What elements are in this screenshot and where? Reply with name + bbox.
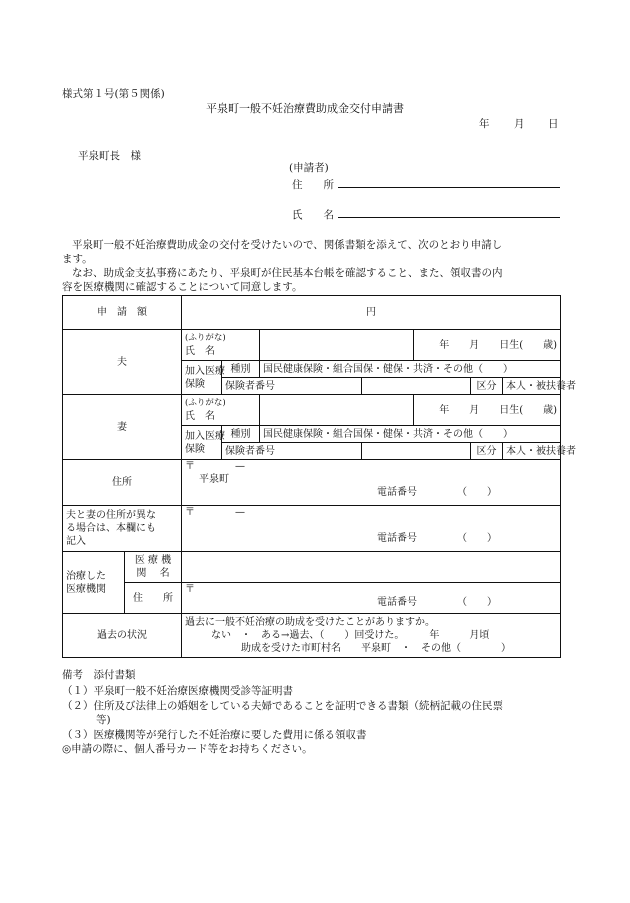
- address-underline: [338, 187, 560, 188]
- date-day-label: 日: [548, 118, 559, 130]
- amount-field[interactable]: [182, 296, 561, 330]
- document-title: 平泉町一般不妊治療費助成金交付申請書: [206, 102, 404, 115]
- address-phone-paren: （ ）: [457, 487, 498, 498]
- address-field[interactable]: [182, 460, 561, 506]
- wife-name-label: 氏 名: [185, 411, 215, 422]
- wife-name-label-cell: [182, 395, 260, 426]
- address-label: 住所: [63, 460, 182, 506]
- husband-category-label: 区分: [471, 378, 503, 395]
- applicant-name-label: 氏 名: [292, 209, 334, 221]
- address-phone-label: 電話番号: [377, 487, 418, 498]
- history-answer[interactable]: ない ・ ある→過去、（ ）回受けた。 年 月頃: [211, 630, 490, 641]
- husband-name-field[interactable]: [260, 330, 414, 361]
- history-field[interactable]: [182, 614, 561, 658]
- intro-line-2: ます。: [62, 253, 93, 265]
- application-table: [62, 295, 576, 658]
- history-label: 過去の状況: [63, 614, 182, 658]
- husband-insured-number-label: 保険者番号: [222, 378, 362, 395]
- institution-address-field[interactable]: [182, 583, 561, 614]
- different-address-postal: 〒 —: [185, 507, 245, 518]
- wife-type-options[interactable]: 国民健康保険・組合国保・健保・共済・その他（ ）: [260, 426, 561, 443]
- history-question: 過去に一般不妊治療の助成を受けたことがありますか。: [185, 617, 435, 628]
- different-address-phone-paren: （ ）: [457, 533, 498, 544]
- notes-item-2: （２）住所及び法律上の婚姻をしている夫婦であることを証明できる書類（続柄記載の住民票: [62, 700, 503, 712]
- husband-name-label: 氏 名: [185, 346, 215, 357]
- notes-item-2-cont: 等): [96, 714, 111, 726]
- husband-type-label: 種別: [222, 361, 260, 378]
- address-town: 平泉町: [199, 474, 229, 485]
- wife-birthdate[interactable]: 年 月 日生( 歳): [414, 395, 561, 426]
- husband-insurance-label: 加入医療 保険: [182, 361, 222, 395]
- institution-label: 治療した 医療機関: [63, 552, 125, 614]
- applicant-address-label: 住 所: [292, 179, 334, 191]
- applicant-heading: (申請者): [289, 162, 329, 174]
- institution-phone-label: 電話番号: [377, 597, 418, 608]
- husband-label: 夫: [63, 330, 182, 395]
- amount-label: 申 請 額: [63, 296, 182, 330]
- wife-category-options[interactable]: 本人・被扶養者: [503, 443, 561, 460]
- intro-line-3: なお、助成金支払事務にあたり、平泉町が住民基本台帳を確認すること、また、領収書の内: [72, 267, 503, 279]
- wife-insured-number-field[interactable]: [362, 443, 471, 460]
- amount-unit: 円: [366, 307, 377, 318]
- intro-line-4: 容を医療機関に確認することについて同意します。: [62, 281, 303, 293]
- history-municipality[interactable]: 助成を受けた市町村名 平泉町 ・ その他（ ）: [241, 643, 511, 654]
- wife-label: 妻: [63, 395, 182, 460]
- husband-birthdate[interactable]: 年 月 日生( 歳): [414, 330, 561, 361]
- intro-line-1: 平泉町一般不妊治療費助成金の交付を受けたいので、関係書類を添えて、次のとおり申請し: [72, 239, 503, 251]
- institution-postal: 〒: [185, 584, 195, 595]
- different-address-phone-label: 電話番号: [377, 533, 418, 544]
- wife-category-label: 区分: [471, 443, 503, 460]
- notes-item-3: （３）医療機関等が発行した不妊治療に要した費用に係る領収書: [62, 729, 367, 741]
- husband-category-options[interactable]: 本人・被扶養者: [503, 378, 561, 395]
- husband-name-label-cell: [182, 330, 260, 361]
- wife-insurance-label: 加入医療 保険: [182, 426, 222, 460]
- date-month-label: 月: [514, 118, 525, 130]
- notes-footer: ◎申請の際に、個人番号カード等をお持ちください。: [62, 743, 313, 755]
- name-underline: [338, 217, 560, 218]
- husband-type-options[interactable]: 国民健康保険・組合国保・健保・共済・その他（ ）: [260, 361, 561, 378]
- date-year-label: 年: [479, 118, 490, 130]
- wife-type-label: 種別: [222, 426, 260, 443]
- notes-item-1: （１）平泉町一般不妊治療医療機関受診等証明書: [62, 685, 293, 697]
- address-postal: 〒 —: [185, 461, 245, 472]
- different-address-field[interactable]: [182, 506, 561, 552]
- institution-name-field[interactable]: [182, 552, 561, 583]
- husband-furigana: (ふりがな): [185, 333, 226, 343]
- husband-insured-number-field[interactable]: [362, 378, 471, 395]
- institution-address-label: 住 所: [125, 583, 182, 614]
- form-number: 様式第１号(第５関係): [62, 88, 165, 100]
- wife-furigana: (ふりがな): [185, 398, 226, 408]
- different-address-label: 夫と妻の住所が異な る場合は、本欄にも 記入: [63, 506, 182, 552]
- addressee: 平泉町長 様: [78, 150, 141, 162]
- institution-name-label: 医 療 機 関 名: [125, 552, 182, 583]
- notes-heading: 備考 添付書類: [62, 669, 136, 681]
- wife-insured-number-label: 保険者番号: [222, 443, 362, 460]
- wife-name-field[interactable]: [260, 395, 414, 426]
- institution-phone-paren: （ ）: [457, 597, 498, 608]
